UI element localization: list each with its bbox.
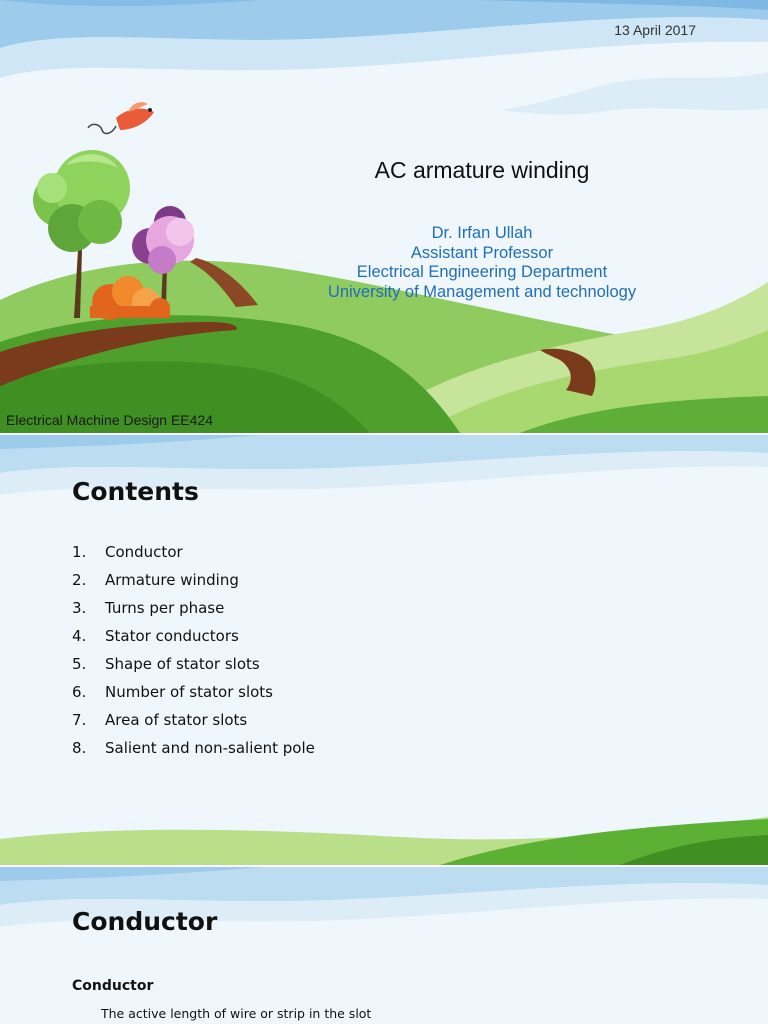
author-department: Electrical Engineering Department	[356, 263, 608, 281]
conductor-slide	[0, 867, 768, 1024]
slide-date: 13 April 2017	[614, 22, 696, 38]
conductor-subheading: Conductor	[72, 978, 154, 994]
contents-list	[72, 543, 315, 767]
list-item: 5. Shape of stator slots	[72, 655, 260, 673]
list-item: 8. Salient and non-salient pole	[72, 739, 315, 757]
presentation-title: AC armature winding	[374, 157, 590, 183]
contents-slide	[0, 435, 768, 865]
course-footer: Electrical Machine Design EE424	[6, 412, 213, 428]
contents-heading: Contents	[72, 477, 199, 506]
list-item: 1. Conductor	[72, 543, 183, 561]
list-item: 7. Area of stator slots	[72, 711, 248, 729]
conductor-heading: Conductor	[72, 907, 218, 936]
list-item: 4. Stator conductors	[72, 627, 239, 645]
list-item: 6. Number of stator slots	[72, 683, 273, 701]
author-university: University of Management and technology	[327, 282, 637, 301]
landscape-illustration	[0, 0, 768, 433]
title-slide	[0, 0, 768, 433]
author-block	[280, 224, 684, 302]
list-item: 2. Armature winding	[72, 571, 239, 589]
slide-background	[0, 867, 768, 1024]
author-position: Assistant Professor	[410, 243, 554, 262]
author-name: Dr. Irfan Ullah	[431, 224, 533, 242]
conductor-definition: The active length of wire or strip in the slot	[101, 1006, 372, 1021]
list-item: 3. Turns per phase	[72, 599, 225, 617]
